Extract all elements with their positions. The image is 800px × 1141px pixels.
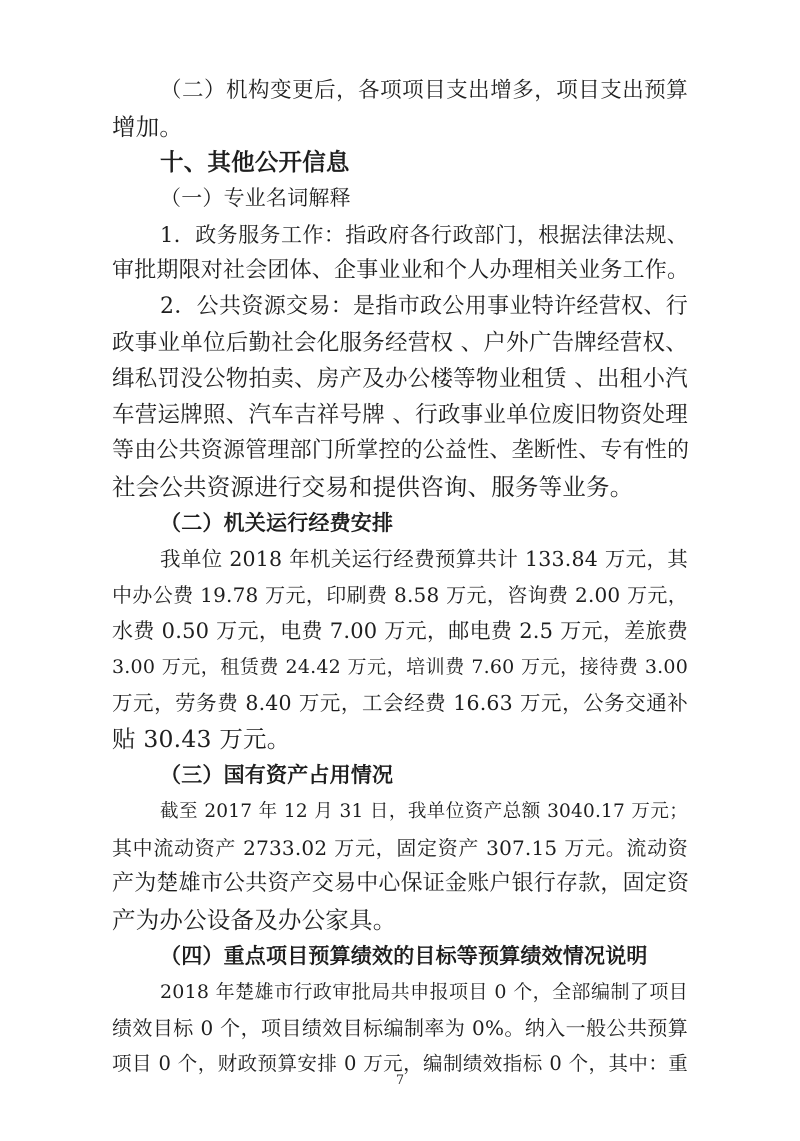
paragraph-line: 截至 2017 年 12 月 31 日，我单位资产总额 3040.17 万元；: [160, 801, 688, 822]
paragraph-line: 其中流动资产 2733.02 万元，固定资产 307.15 万元。流动资: [112, 836, 688, 860]
paragraph-line: 产为办公设备及办公家具。: [112, 906, 397, 934]
paragraph-line: 审批期限对社会团体、企事业业和个人办理相关业务工作。: [112, 258, 690, 283]
paragraph-line: 等由公共资源管理部门所掌控的公益性、垄断性、专有性的: [112, 438, 690, 463]
subsection-heading: （二）机关运行经费安排: [160, 510, 394, 535]
paragraph-line: 3.00 万元，租赁费 24.42 万元，培训费 7.60 万元，接待费 3.00: [112, 656, 688, 678]
paragraph-line: （二）机构变更后，各项项目支出增多，项目支出预算: [160, 78, 688, 103]
paragraph-line: 2．公共资源交易：是指市政公用事业特许经营权、行: [160, 294, 688, 319]
paragraph-line: 1．政务服务工作：指政府各行政部门，根据法律法规、: [160, 223, 688, 247]
subsection-heading: （四）重点项目预算绩效的目标等预算绩效情况说明: [160, 943, 648, 968]
paragraph-line: 政事业单位后勤社会化服务经营权 、户外广告牌经营权、: [112, 330, 688, 356]
paragraph-line: 项目 0 个，财政预算安排 0 万元，编制绩效指标 0 个，其中：重: [112, 1052, 688, 1075]
paragraph-line: 社会公共资源进行交易和提供咨询、服务等业务。: [112, 473, 634, 501]
paragraph-line: 车营运牌照、汽车吉祥号牌 、行政事业单位废旧物资处理: [112, 402, 688, 428]
paragraph-line: 水费 0.50 万元，电费 7.00 万元，邮电费 2.5 万元，差旅费: [112, 619, 688, 643]
section-heading: 十、其他公开信息: [160, 148, 350, 176]
paragraph-line: 产为楚雄市公共资产交易中心保证金账户银行存款，固定资: [112, 871, 690, 896]
paragraph-line: 2018 年楚雄市行政审批局共申报项目 0 个，全部编制了项目: [160, 981, 688, 1003]
paragraph-line: 增加。: [112, 113, 184, 141]
paragraph-line: 中办公费 19.78 万元，印刷费 8.58 万元，咨询费 2.00 万元，: [112, 583, 688, 607]
subsection-heading: （一）专业名词解释: [160, 186, 351, 210]
paragraph-line: 万元，劳务费 8.40 万元，工会经费 16.63 万元，公务交通补: [112, 691, 688, 715]
subsection-heading: （三）国有资产占用情况: [160, 762, 394, 787]
paragraph-line: 绩效目标 0 个，项目绩效目标编制率为 0%。纳入一般公共预算: [112, 1016, 688, 1040]
paragraph-line: 缉私罚没公物拍卖、房产及办公楼等物业租赁 、出租小汽: [112, 366, 688, 392]
page-number: 7: [395, 1073, 405, 1088]
paragraph-line: 我单位 2018 年机关运行经费预算共计 133.84 万元，其: [160, 547, 688, 571]
paragraph-line: 贴 30.43 万元。: [112, 725, 291, 753]
